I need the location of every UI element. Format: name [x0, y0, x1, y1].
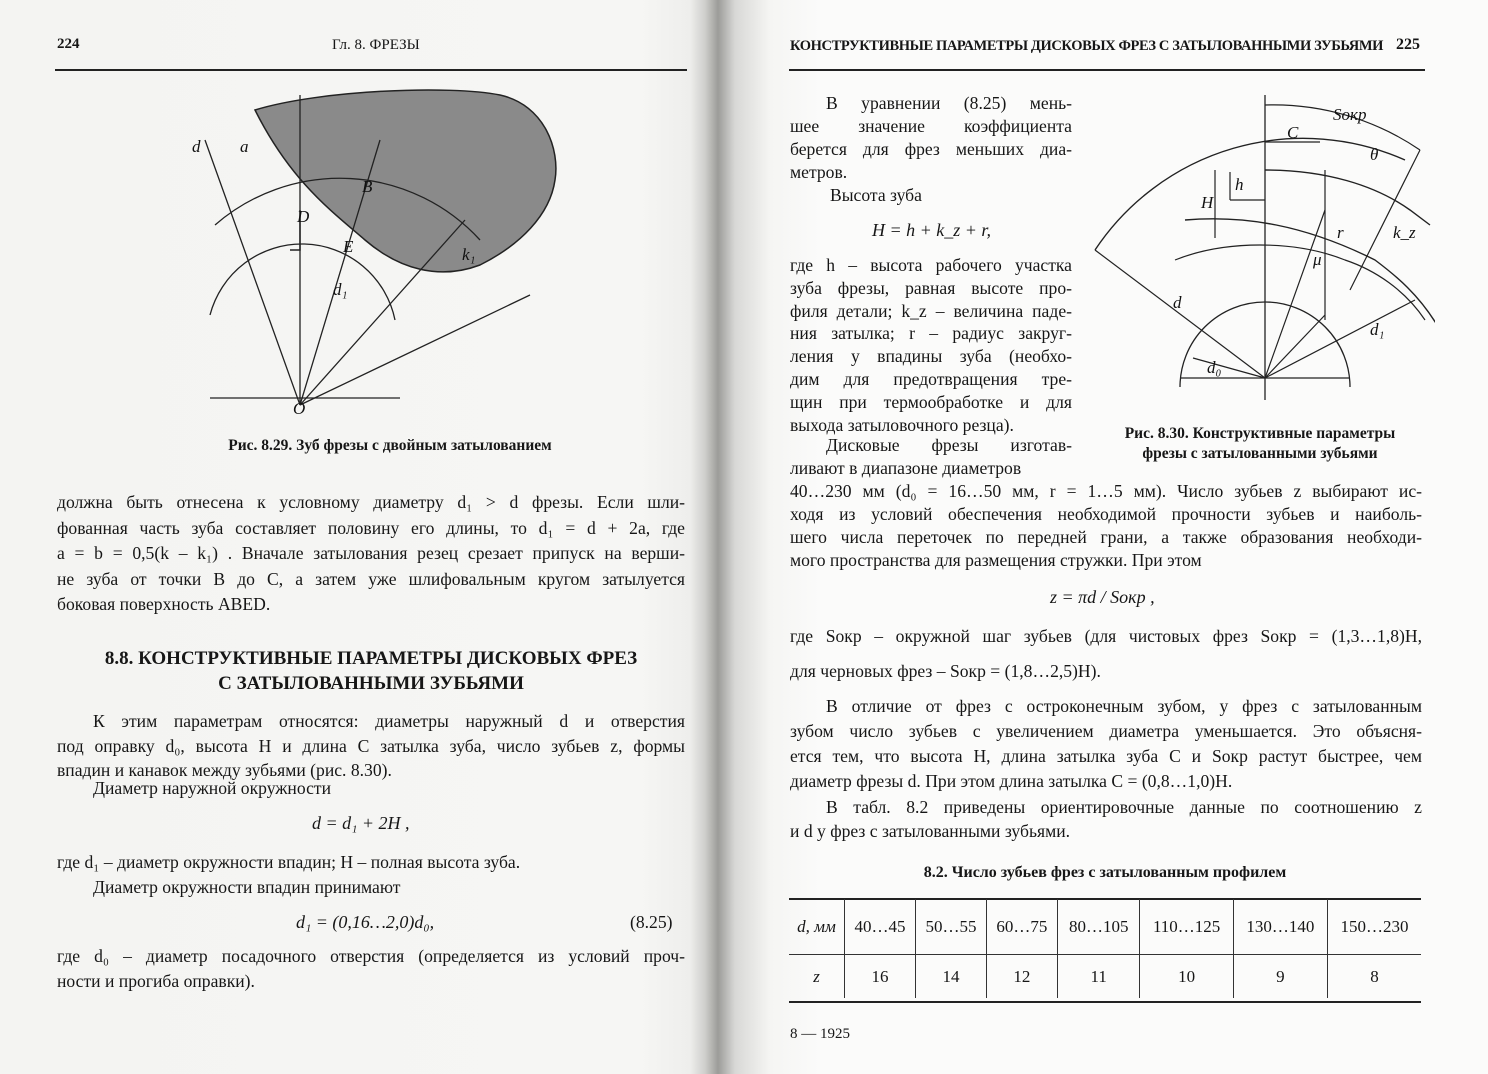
- text-line: где d₀ – диаметр посадочного отверстия (определяется из условий проч-: [57, 946, 685, 966]
- label-d: d: [1173, 293, 1182, 312]
- caption-line: Рис. 8.30. Конструктивные параметры: [1124, 425, 1396, 442]
- text-line: где h – высота рабочего участка: [790, 255, 1072, 275]
- label-h: h: [1235, 175, 1244, 194]
- paragraph: [790, 434, 1072, 480]
- label-k1: k₁: [462, 245, 476, 264]
- z-cell: 16: [845, 955, 916, 999]
- label-r: r: [1337, 223, 1344, 242]
- text-line: впадин и канавок между зубьями (рис. 8.30).: [57, 760, 392, 780]
- figure-8-30-diagram: [1075, 90, 1435, 400]
- paragraph: [790, 254, 1072, 436]
- label-D: D: [297, 207, 310, 226]
- text-line: и d у фрез с затылованными зубьями.: [790, 821, 1071, 841]
- page-number-right: 225: [1396, 36, 1420, 53]
- running-head-left: Гл. 8. ФРЕЗЫ: [332, 37, 420, 53]
- label-theta: θ: [1370, 145, 1379, 164]
- page-number-left: 224: [57, 36, 80, 52]
- header-rule-right: [789, 69, 1425, 71]
- label-S-okr: Sокр: [1333, 105, 1367, 124]
- label-mu: μ: [1313, 250, 1322, 269]
- text-line: a = b = 0,5(k – k₁) . Вначале затылования резец срезает припуск на верши-: [57, 543, 685, 563]
- root-diameter-intro: Диаметр окружности впадин принимают: [93, 877, 401, 897]
- d-cell: 130…140: [1233, 899, 1327, 955]
- z-cell: 12: [986, 955, 1057, 999]
- text-line: В уравнении (8.25) мень-: [826, 93, 1072, 113]
- formula-H: H = h + k_z + r,: [872, 220, 991, 240]
- text-line: ния затылка; r – радиус закруг-: [790, 323, 1072, 344]
- text-line: ления у впадины зуба (необхо-: [790, 346, 1072, 367]
- text-line: дим для предотвращения тре-: [790, 368, 1072, 389]
- label-H: H: [1201, 193, 1214, 212]
- table-title: 8.2. Число зубьев фрез с затылованным профилем: [923, 864, 1287, 881]
- running-head-right: КОНСТРУКТИВНЫЕ ПАРАМЕТРЫ ДИСКОВЫХ ФРЕЗ С ЗАТЫЛОВАННЫМИ ЗУБЬЯМИ: [790, 38, 1384, 54]
- text-line: мого пространства для размещения стружки. При этом: [790, 550, 1202, 570]
- paragraph: [57, 490, 685, 618]
- text-line: зуба фрезы, равная высоте про-: [790, 277, 1072, 298]
- figure-8-29-diagram: [150, 80, 620, 420]
- d1-definition: где d₁ – диаметр окружности впадин; H – полная высота зуба.: [57, 852, 521, 872]
- text-line: выхода затыловочного резца).: [790, 414, 1014, 435]
- outer-diameter-intro: Диаметр наружной окружности: [93, 778, 331, 798]
- text-line: фованная часть зуба составляет половину его длины, то d₁ = d + 2a, где: [57, 517, 685, 538]
- text-line: 40…230 мм (d₀ = 16…50 мм, r = 1…5 мм). Число зубьев z выбирают ис-: [790, 481, 1422, 501]
- section-heading-line: С ЗАТЫЛОВАННЫМИ ЗУБЬЯМИ: [218, 673, 524, 694]
- formula-number: (8.25): [630, 912, 673, 932]
- paragraph: [57, 944, 685, 993]
- label-B: B: [362, 177, 373, 196]
- d-cell: 50…55: [915, 899, 986, 955]
- text-line: метров.: [790, 162, 848, 182]
- text-line: шего числа переточек по передней грани, а также образования необходи-: [790, 527, 1422, 547]
- label-O: O: [293, 399, 306, 418]
- pitch-line: для черновых фрез – Sокр = (1,8…2,5)H).: [790, 661, 1101, 681]
- label-d1: d₁: [333, 280, 348, 299]
- row-header: z: [813, 966, 820, 986]
- z-cell: 14: [915, 955, 986, 999]
- z-cell: 10: [1140, 955, 1233, 999]
- text-line: ется тем, что высота H, длина затылка зуба C и Sокр растут быстрее, чем: [790, 746, 1422, 766]
- text-line: не зуба от точки B до C, а затем уже шлифовальным кругом затылуется: [57, 568, 685, 589]
- teeth-count-table: [789, 899, 1421, 998]
- text-line: К этим параметрам относятся: диаметры наружный d и отверстия: [93, 711, 685, 731]
- label-C: C: [1287, 123, 1299, 142]
- formula-z: z = πd / Sокр ,: [1050, 587, 1155, 607]
- formula-d: d = d₁ + 2H ,: [312, 813, 410, 833]
- table-row-d: [789, 899, 1421, 955]
- label-d1: d₁: [1370, 320, 1385, 339]
- text-line: щин при термообработке и для: [790, 391, 1072, 412]
- paragraph: [790, 92, 1072, 184]
- text-line: В отличие от фрез с остроконечным зубом, у фрез с затылованным: [826, 696, 1422, 716]
- caption-line: фрезы с затылованными зубьями: [1142, 445, 1378, 462]
- paragraph: [790, 694, 1422, 794]
- text-line: должна быть отнесена к условному диаметру d₁ > d фрезы. Если шли-: [57, 492, 685, 512]
- text-line: под оправку d₀, высота H и длина C затылка зуба, число зубьев z, формы: [57, 735, 685, 756]
- d-cell: 80…105: [1057, 899, 1140, 955]
- footer-signature: 8 — 1925: [790, 1026, 850, 1042]
- text-line: ливают в диапазоне диаметров: [790, 458, 1022, 478]
- d-cell: 150…230: [1327, 899, 1421, 955]
- paragraph: [790, 795, 1422, 843]
- d-cell: 60…75: [986, 899, 1057, 955]
- text-line: шее значение коэффициента: [790, 116, 1072, 136]
- label-d0: d₀: [1207, 358, 1222, 377]
- text-line: зубом число зубьев с увеличением диаметра уменьшается. Это объясня-: [790, 721, 1422, 741]
- text-line: филя детали; k_z – величина паде-: [790, 300, 1072, 321]
- row-header: d, мм: [789, 899, 845, 955]
- section-heading: [57, 646, 685, 696]
- text-line: диаметр фрезы d. При этом длина затылка C = (0,8…1,0)H.: [790, 771, 1233, 791]
- figure-8-29-caption: Рис. 8.29. Зуб фрезы с двойным затылованием: [228, 437, 552, 454]
- text-line: берется для фрез меньших диа-: [790, 139, 1072, 159]
- z-cell: 8: [1327, 955, 1421, 999]
- label-d: d: [192, 137, 201, 156]
- tooth-height-intro: Высота зуба: [830, 185, 922, 205]
- d-cell: 40…45: [845, 899, 916, 955]
- paragraph: [57, 709, 685, 783]
- paragraph: [790, 480, 1422, 572]
- text-line: ходя из условий обеспечения необходимой прочности зубьев и наиболь-: [790, 504, 1422, 524]
- text-line: боковая поверхность ABED.: [57, 594, 271, 614]
- text-line: ности и прогиба оправки).: [57, 970, 255, 991]
- label-a: a: [240, 137, 249, 156]
- text-line: где Sокр – окружной шаг зубьев (для чистовых фрез Sокр = (1,3…1,8)H,: [790, 626, 1422, 646]
- z-cell: 11: [1057, 955, 1140, 999]
- text-line: Дисковые фрезы изготав-: [826, 435, 1072, 455]
- label-kz: k_z: [1393, 223, 1416, 242]
- figure-8-30-caption: [1095, 424, 1425, 464]
- section-heading-line: 8.8. КОНСТРУКТИВНЫЕ ПАРАМЕТРЫ ДИСКОВЫХ ФРЕЗ: [104, 648, 638, 669]
- label-E: E: [343, 237, 354, 256]
- formula-d1: d₁ = (0,16…2,0)d₀,: [296, 912, 435, 932]
- text-line: В табл. 8.2 приведены ориентировочные данные по соотношению z: [826, 797, 1422, 817]
- d-cell: 110…125: [1140, 899, 1233, 955]
- header-rule-left: [55, 69, 687, 71]
- z-cell: 9: [1233, 955, 1327, 999]
- table-row-z: [789, 955, 1421, 999]
- pitch-line: [790, 626, 1422, 647]
